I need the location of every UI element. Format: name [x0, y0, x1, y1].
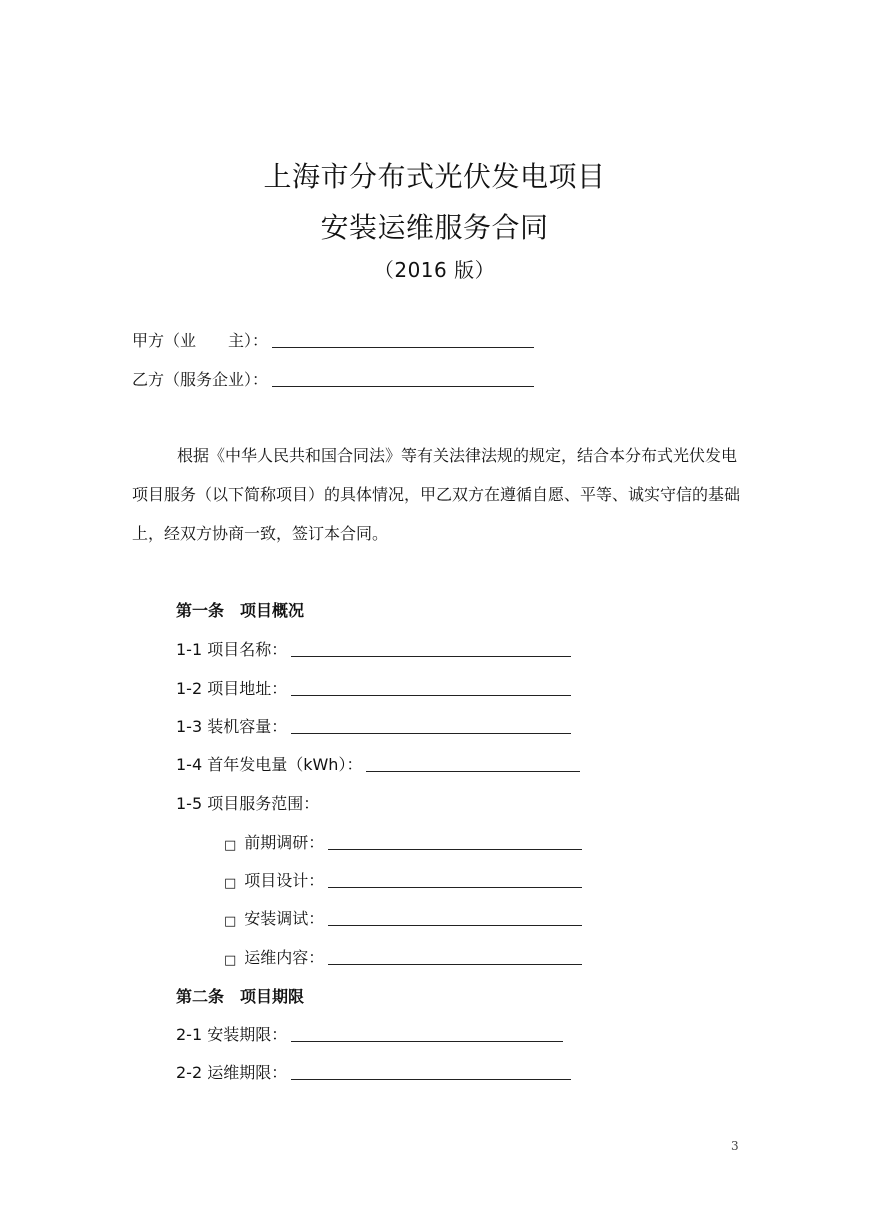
checkbox-icon: □	[224, 838, 237, 853]
item-1-2-label: 1-2 项目地址：	[176, 679, 288, 698]
item-1-3	[176, 714, 571, 737]
intro-paragraph	[132, 436, 740, 553]
item-2-2-label: 2-2 运维期限：	[176, 1063, 288, 1082]
party-b-blank	[272, 385, 534, 387]
party-a-label: 甲方（业 主）：	[132, 331, 269, 350]
party-b-field	[132, 367, 534, 390]
contract-title-line2: 安装运维服务合同	[320, 211, 549, 244]
item-1-1-label: 1-1 项目名称：	[176, 640, 288, 659]
item-1-4	[176, 752, 580, 775]
scope-design-blank	[328, 886, 582, 888]
item-1-4-label: 1-4 首年发电量（kWh）：	[176, 755, 363, 774]
item-2-2-blank	[291, 1078, 571, 1080]
item-1-1	[176, 637, 571, 660]
scope-survey-label: 前期调研：	[244, 833, 325, 852]
party-b-label: 乙方（服务企业）：	[132, 370, 269, 389]
scope-design	[224, 868, 582, 891]
intro-text: 根据《中华人民共和国合同法》等有关法律法规的规定，结合本分布式光伏发电项目服务（以下简称项目）的具体情况，甲乙双方在遵循自愿、平等、诚实守信的基础上，经双方协商一致，签订本合同。	[132, 446, 741, 543]
item-2-1-blank	[291, 1040, 563, 1042]
checkbox-icon: □	[224, 876, 237, 891]
article1-heading: 第一条 项目概况	[176, 601, 305, 620]
item-2-1-label: 2-1 安装期限：	[176, 1025, 288, 1044]
item-1-3-blank	[291, 732, 571, 734]
item-2-1	[176, 1022, 563, 1045]
page-number: 3	[731, 1139, 739, 1153]
item-1-1-blank	[291, 655, 571, 657]
scope-design-label: 项目设计：	[244, 871, 325, 890]
checkbox-icon: □	[224, 953, 237, 968]
item-1-5	[176, 791, 319, 814]
checkbox-icon: □	[224, 914, 237, 929]
contract-version: （2016 版）	[373, 258, 496, 282]
item-1-2-blank	[291, 694, 571, 696]
item-1-4-blank	[366, 770, 580, 772]
item-1-3-label: 1-3 装机容量：	[176, 717, 288, 736]
scope-survey-blank	[328, 848, 582, 850]
party-a-blank	[272, 346, 534, 348]
scope-survey	[224, 830, 582, 853]
item-2-2	[176, 1060, 571, 1083]
scope-om-label: 运维内容：	[244, 948, 325, 967]
item-1-2	[176, 676, 571, 699]
scope-om	[224, 945, 582, 968]
party-a-field	[132, 328, 534, 351]
scope-install-label: 安装调试：	[244, 909, 325, 928]
scope-om-blank	[328, 963, 582, 965]
article2-heading: 第二条 项目期限	[176, 987, 305, 1006]
scope-install	[224, 906, 582, 929]
contract-title-line1: 上海市分布式光伏发电项目	[263, 160, 606, 193]
item-1-5-label: 1-5 项目服务范围：	[176, 794, 320, 813]
scope-install-blank	[328, 924, 582, 926]
